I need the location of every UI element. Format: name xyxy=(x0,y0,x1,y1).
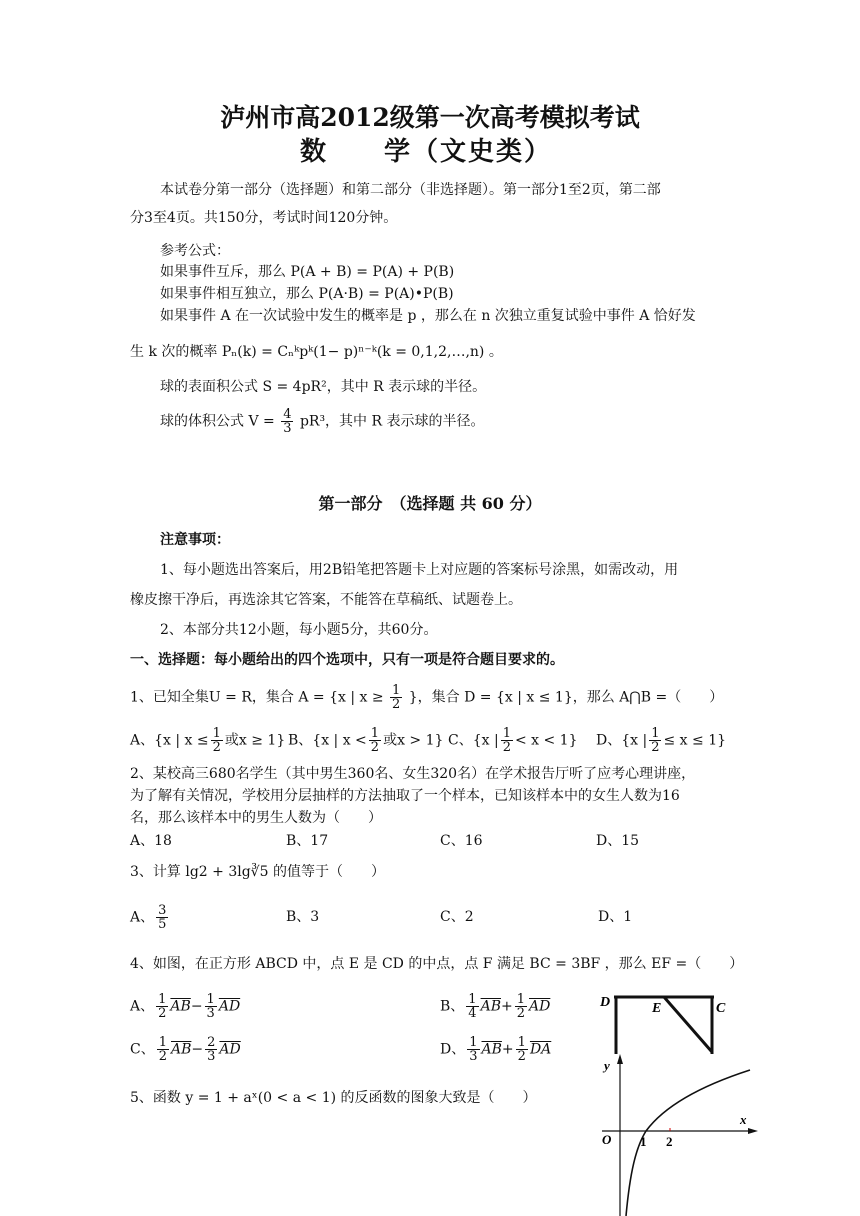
x-axis-arrow xyxy=(748,1128,758,1134)
formula-mutually-exclusive: 如果事件互斥，那么 P(A + B) = P(A) + P(B) xyxy=(160,264,455,280)
label-d: D xyxy=(600,995,611,1010)
formula-independent: 如果事件相互独立，那么 P(A·B) = P(A)•P(B) xyxy=(160,286,454,302)
question-1-option-b: B、{x | x < $\frac{1}{2}$ 或x > 1} xyxy=(288,726,444,755)
label-x: x xyxy=(740,1112,747,1127)
question-2-line-3: 名，那么该样本中的男生人数为（ ） xyxy=(130,810,382,826)
question-3-option-a: A、 $\frac{3}{5}$ xyxy=(130,903,167,932)
question-4-option-a: A、 $\frac{1}{2}$ $\overline{AB}-$ $\frac{1}{3}$ $\overline{AD}$ xyxy=(130,992,241,1021)
formula-bernoulli-line1: 如果事件 A 在一次试验中发生的概率是 p ，那么在 n 次独立重复试验中事件 A 恰好发 xyxy=(160,308,696,324)
question-4-option-b: B、 $\frac{1}{4}$ $\overline{AB}+$ $\frac{1}{2}$ $\overline{AD}$ xyxy=(440,992,551,1021)
notice-1a: 1、每小题选出答案后，用2B铅笔把答题卡上对应题的答案标号涂黑，如需改动，用 xyxy=(160,562,679,578)
label-tick-1: 1 xyxy=(640,1134,647,1149)
notice-heading: 注意事项： xyxy=(160,532,230,548)
inverse-function-graph xyxy=(598,1052,760,1216)
question-2-option-a: A、18 xyxy=(130,833,172,849)
intro-line-1: 本试卷分第一部分（选择题）和第二部分（非选择题）。第一部分1至2页，第二部 xyxy=(160,182,661,198)
question-2-option-b: B、17 xyxy=(286,833,329,849)
question-1-option-c: C、{x | $\frac{1}{2}$ < x < 1} xyxy=(448,726,578,755)
question-3-option-c: C、2 xyxy=(440,909,474,925)
fraction: $\frac{4}{3}$ xyxy=(283,407,292,436)
question-1-option-a: A、{x | x ≤ $\frac{1}{2}$ 或x ≥ 1} xyxy=(130,726,286,755)
question-2-option-d: D、15 xyxy=(596,833,640,849)
question-4-option-d: D、 $\frac{1}{3}$ $\overline{AB}+$ $\frac{1}{2}$ $\overline{DA}$ xyxy=(440,1035,552,1064)
question-3-option-d: D、1 xyxy=(598,909,633,925)
question-5-stem: 5、函数 y = 1 + aˣ(0 < a < 1) 的反函数的图象大致是（ ） xyxy=(130,1090,537,1106)
segment-ef xyxy=(664,997,712,1052)
label-origin: O xyxy=(602,1132,612,1147)
question-2-line-1: 2、某校高三680名学生（其中男生360名、女生320名）在学术报告厅听了应考心理讲座， xyxy=(130,766,696,782)
label-tick-2: 2 xyxy=(666,1134,673,1149)
formula-heading: 参考公式： xyxy=(160,243,230,259)
question-1-option-d: D、{x | $\frac{1}{2}$ ≤ x ≤ 1} xyxy=(596,726,727,755)
question-2-line-2: 为了解有关情况，学校用分层抽样的方法抽取了一个样本，已知该样本中的女生人数为16 xyxy=(130,788,680,804)
section-heading: 一、选择题：每小题给出的四个选项中，只有一项是符合题目要求的。 xyxy=(130,652,564,668)
question-3-option-b: B、3 xyxy=(286,909,320,925)
formula-sphere-volume: 球的体积公式 V = $\frac{4}{3}$ pR³，其中 R 表示球的半径。 xyxy=(160,407,485,436)
label-y: y xyxy=(604,1058,610,1073)
y-axis-arrow xyxy=(617,1054,623,1064)
notice-2: 2、本部分共12小题，每小题5分，共60分。 xyxy=(160,622,438,638)
intro-line-2: 分3至4页。共150分，考试时间120分钟。 xyxy=(130,210,398,226)
formula-sphere-area: 球的表面积公式 S = 4pR²，其中 R 表示球的半径。 xyxy=(160,379,487,395)
question-3-stem: 3、计算 lg2 + 3lg∛5 的值等于（ ） xyxy=(130,864,385,880)
square-figure xyxy=(596,990,726,1054)
subject-title: 数 学（文史类） xyxy=(300,137,553,167)
label-e: E xyxy=(652,1001,662,1016)
exam-title: 泸州市高2012级第一次高考模拟考试 xyxy=(220,103,640,132)
label-c: C xyxy=(716,1001,726,1016)
notice-1b: 橡皮擦干净后，再选涂其它答案，不能答在草稿纸、试题卷上。 xyxy=(130,592,522,608)
question-1-stem: 1、已知全集U = R，集合 A = {x | x ≥ $\frac{1}{2}$ }，集合 D = {x | x ≤ 1}，那么 A⋂B =（ ） xyxy=(130,683,724,712)
question-2-option-c: C、16 xyxy=(440,833,483,849)
question-4-option-c: C、 $\frac{1}{2}$ $\overline{AB}-$ $\frac{2}{3}$ $\overline{AD}$ xyxy=(130,1035,241,1064)
part1-heading: 第一部分 （选择题 共 60 分） xyxy=(318,494,542,513)
question-4-stem: 4、如图，在正方形 ABCD 中，点 E 是 CD 的中点，点 F 满足 BC = 3BF ，那么 EF =（ ） xyxy=(130,956,744,972)
formula-bernoulli-line2: 生 k 次的概率 Pₙ(k) = Cₙᵏpᵏ(1− p)ⁿ⁻ᵏ(k = 0,1,2,…,n) 。 xyxy=(130,344,503,360)
